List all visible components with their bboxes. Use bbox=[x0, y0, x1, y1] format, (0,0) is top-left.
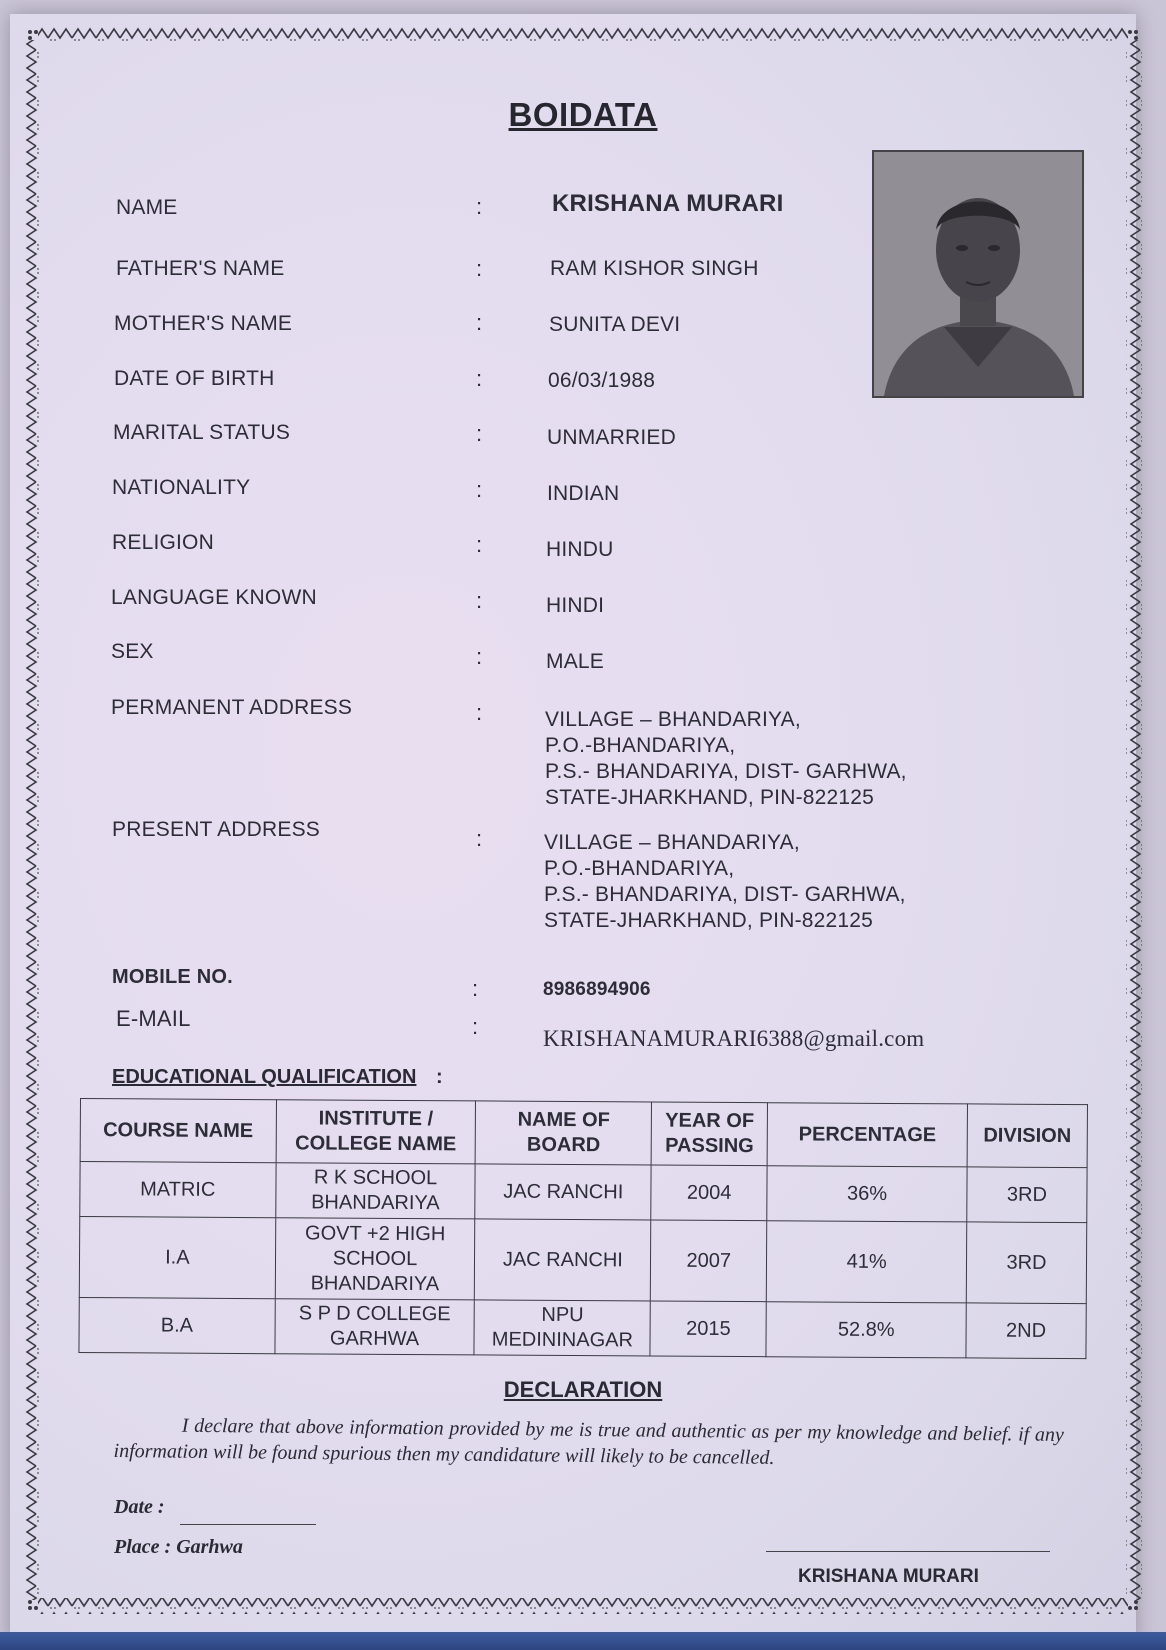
field-colon: : bbox=[476, 477, 483, 502]
signature-name: KRISHANA MURARI bbox=[798, 1566, 979, 1587]
field-value-email: KRISHANAMURARI6388@gmail.com bbox=[543, 1026, 925, 1051]
header-course-name: COURSE NAME bbox=[80, 1099, 276, 1163]
profile-photo bbox=[872, 150, 1084, 398]
field-colon: : bbox=[476, 310, 483, 335]
education-heading-text: EDUCATIONAL QUALIFICATION bbox=[112, 1066, 417, 1088]
header-division: DIVISION bbox=[967, 1104, 1087, 1168]
field-colon: : bbox=[476, 700, 483, 725]
field-value-nationality: INDIAN bbox=[547, 482, 620, 505]
education-heading bbox=[112, 1066, 443, 1089]
field-colon: : bbox=[476, 194, 483, 219]
address-line: P.S.- BHANDARIYA, DIST- GARHWA, bbox=[544, 883, 906, 906]
field-colon: : bbox=[476, 826, 483, 851]
cell-institute: GOVT +2 HIGH SCHOOL BHANDARIYA bbox=[275, 1218, 475, 1300]
signature-line bbox=[766, 1551, 1050, 1552]
table-row bbox=[79, 1297, 1086, 1358]
cell-division: 3RD bbox=[967, 1167, 1087, 1223]
field-label-mobile: MOBILE NO. bbox=[112, 966, 233, 988]
date-label: Date : bbox=[114, 1496, 165, 1518]
place-label: Place : Garhwa bbox=[114, 1536, 243, 1558]
field-value-sex: MALE bbox=[546, 650, 604, 673]
field-value-mobile: 8986894906 bbox=[543, 979, 651, 1000]
document-title: BOIDATA bbox=[508, 96, 658, 133]
header-percentage: PERCENTAGE bbox=[767, 1103, 967, 1167]
field-value-present-address bbox=[544, 830, 906, 934]
header-year: YEAR OF PASSING bbox=[651, 1102, 767, 1166]
field-colon: : bbox=[476, 256, 483, 281]
field-colon: : bbox=[476, 366, 483, 391]
field-label-marital-status: MARITAL STATUS bbox=[113, 421, 291, 444]
header-institute: INSTITUTE / COLLEGE NAME bbox=[276, 1100, 476, 1164]
cell-course: B.A bbox=[79, 1297, 275, 1353]
table-row bbox=[80, 1162, 1087, 1223]
table-header-row bbox=[80, 1099, 1087, 1168]
field-label-sex: SEX bbox=[111, 640, 154, 663]
field-label-nationality: NATIONALITY bbox=[112, 476, 251, 499]
cell-percentage: 36% bbox=[767, 1166, 967, 1222]
field-value-name: KRISHANA MURARI bbox=[552, 190, 784, 217]
field-value-religion: HINDU bbox=[546, 538, 614, 561]
field-label-permanent-address: PERMANENT ADDRESS bbox=[111, 696, 353, 719]
cell-course: I.A bbox=[79, 1217, 275, 1299]
cell-percentage: 41% bbox=[767, 1221, 967, 1303]
field-label-mother-name: MOTHER'S NAME bbox=[114, 312, 293, 335]
field-value-date-of-birth: 06/03/1988 bbox=[548, 369, 656, 392]
declaration-heading: DECLARATION bbox=[503, 1377, 663, 1402]
field-label-language-known: LANGUAGE KNOWN bbox=[111, 586, 317, 609]
declaration-text: I declare that above information provided by me is true and authentic as per my knowledge and belief. if any information will be found spurious then my candidature will likely to be cancelled. bbox=[113, 1414, 1064, 1469]
address-line: STATE-JHARKHAND, PIN-822125 bbox=[545, 786, 875, 809]
address-line: VILLAGE – BHANDARIYA, bbox=[545, 708, 801, 731]
address-line: P.O.-BHANDARIYA, bbox=[544, 857, 735, 880]
cell-course: MATRIC bbox=[80, 1162, 276, 1218]
cell-board: JAC RANCHI bbox=[475, 1164, 651, 1220]
field-colon: : bbox=[472, 976, 479, 1001]
cell-year: 2015 bbox=[650, 1301, 766, 1357]
address-line: STATE-JHARKHAND, PIN-822125 bbox=[544, 909, 874, 932]
cell-year: 2007 bbox=[651, 1220, 767, 1302]
address-line: P.O.-BHANDARIYA, bbox=[545, 734, 736, 757]
field-colon: : bbox=[476, 421, 483, 446]
field-label-name: NAME bbox=[116, 196, 178, 219]
cell-institute: S P D COLLEGE GARHWA bbox=[275, 1299, 475, 1355]
header-board: NAME OF BOARD bbox=[476, 1101, 652, 1165]
field-label-present-address: PRESENT ADDRESS bbox=[112, 818, 321, 841]
cell-institute: R K SCHOOL BHANDARIYA bbox=[275, 1163, 475, 1219]
field-colon: : bbox=[476, 532, 483, 557]
field-label-religion: RELIGION bbox=[112, 531, 214, 554]
field-value-father-name: RAM KISHOR SINGH bbox=[550, 257, 759, 280]
cell-division: 3RD bbox=[966, 1222, 1086, 1304]
field-colon: : bbox=[476, 588, 483, 613]
field-value-marital-status: UNMARRIED bbox=[547, 426, 676, 449]
cell-division: 2ND bbox=[966, 1303, 1086, 1359]
field-value-permanent-address bbox=[545, 707, 907, 811]
field-colon: : bbox=[472, 1014, 479, 1039]
education-table bbox=[78, 1098, 1088, 1359]
cell-percentage: 52.8% bbox=[766, 1302, 966, 1358]
field-label-email: E-MAIL bbox=[116, 1006, 191, 1031]
table-row bbox=[79, 1217, 1086, 1304]
date-signature-line bbox=[180, 1524, 316, 1525]
cell-board: JAC RANCHI bbox=[475, 1219, 651, 1301]
background-surface bbox=[0, 1632, 1166, 1650]
cell-year: 2004 bbox=[651, 1165, 767, 1221]
cell-board: NPU MEDININAGAR bbox=[474, 1300, 650, 1356]
field-value-language-known: HINDI bbox=[546, 594, 605, 617]
field-colon: : bbox=[476, 644, 483, 669]
field-label-date-of-birth: DATE OF BIRTH bbox=[114, 367, 275, 390]
address-line: P.S.- BHANDARIYA, DIST- GARHWA, bbox=[545, 760, 907, 783]
field-label-father-name: FATHER'S NAME bbox=[116, 257, 285, 280]
field-value-mother-name: SUNITA DEVI bbox=[549, 313, 681, 336]
education-heading-colon: : bbox=[436, 1066, 443, 1088]
address-line: VILLAGE – BHANDARIYA, bbox=[544, 831, 800, 854]
